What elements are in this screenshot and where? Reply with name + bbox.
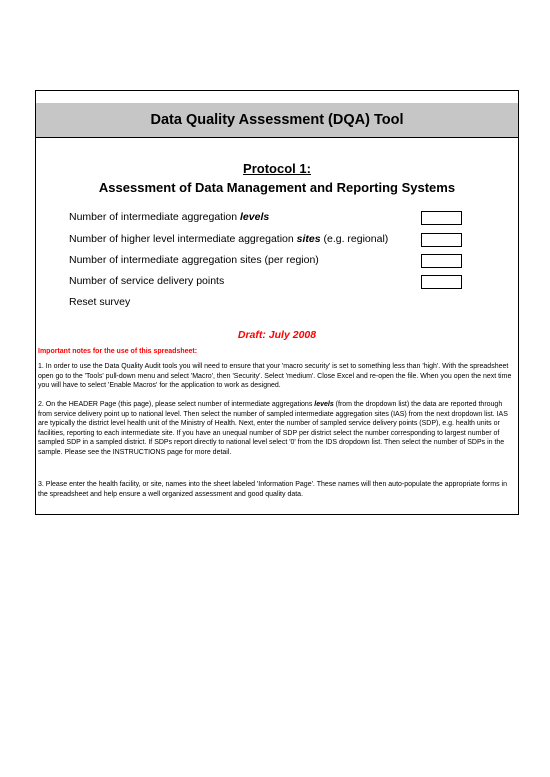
page-title: Data Quality Assessment (DQA) Tool [150, 112, 404, 128]
levels-dropdown[interactable] [421, 211, 462, 225]
subtitle: Assessment of Data Management and Reporting Systems [98, 180, 456, 195]
draft-date: Draft: July 2008 [237, 329, 317, 341]
sites-label: Number of higher level intermediate aggregation sites (e.g. regional) [69, 233, 389, 245]
sites-dropdown[interactable] [421, 233, 462, 247]
levels-label: Number of intermediate aggregation levels [69, 211, 270, 223]
reset-survey-button[interactable]: Reset survey [69, 296, 131, 308]
per-region-label: Number of intermediate aggregation sites (per region) [69, 254, 319, 266]
protocol-heading: Protocol 1: [243, 161, 311, 176]
sdp-dropdown[interactable] [421, 275, 462, 289]
notes-title: Important notes for the use of this spreadsheet: [38, 348, 198, 355]
note-3: 3. Please enter the health facility, or site, names into the sheet labeled 'Information Page'. These names will then auto-populate the appropriate forms in the spreadsheet and help ensure a well organized assessment and good quality data. [38, 481, 507, 498]
note-2: 2. On the HEADER Page (this page), please select number of intermediate aggregations levels (from the dropdown list) the data are reported through from service delivery point up to national level. Then select the number of sampled intermediate aggregation sites (IAS) from the next dropdown list. IAS are typically the district level health unit of the Ministry of Health. Next, enter the number of sampled service delivery points (SDP), e.g. health units or facilities, reporting to each intermediate site. If you have an unequal number of SDP per district select the number corresponding to largest number of sampled SDP in a sampled district. If SDPs report directly to national level select '0' from the IDS dropdown list. Then select the number of SDPs in the sample. Please see the INSTRUCTIONS page for more detail. [38, 401, 508, 456]
dqa-header-sheet [35, 90, 519, 515]
sdp-label: Number of service delivery points [69, 275, 225, 287]
note-1: 1. In order to use the Data Quality Audit tools you will need to ensure that your 'macro security' is set to something less than 'high'. With the spreadsheet open go to the 'Tools' pull-down menu and select 'Macro', then 'Security'. Select 'medium'. Close Excel and re-open the file. When you open the next time you will have to select 'Enable Macros' for the application to work as designed. [38, 363, 512, 389]
per-region-dropdown[interactable] [421, 254, 462, 268]
title-bar [36, 103, 518, 138]
